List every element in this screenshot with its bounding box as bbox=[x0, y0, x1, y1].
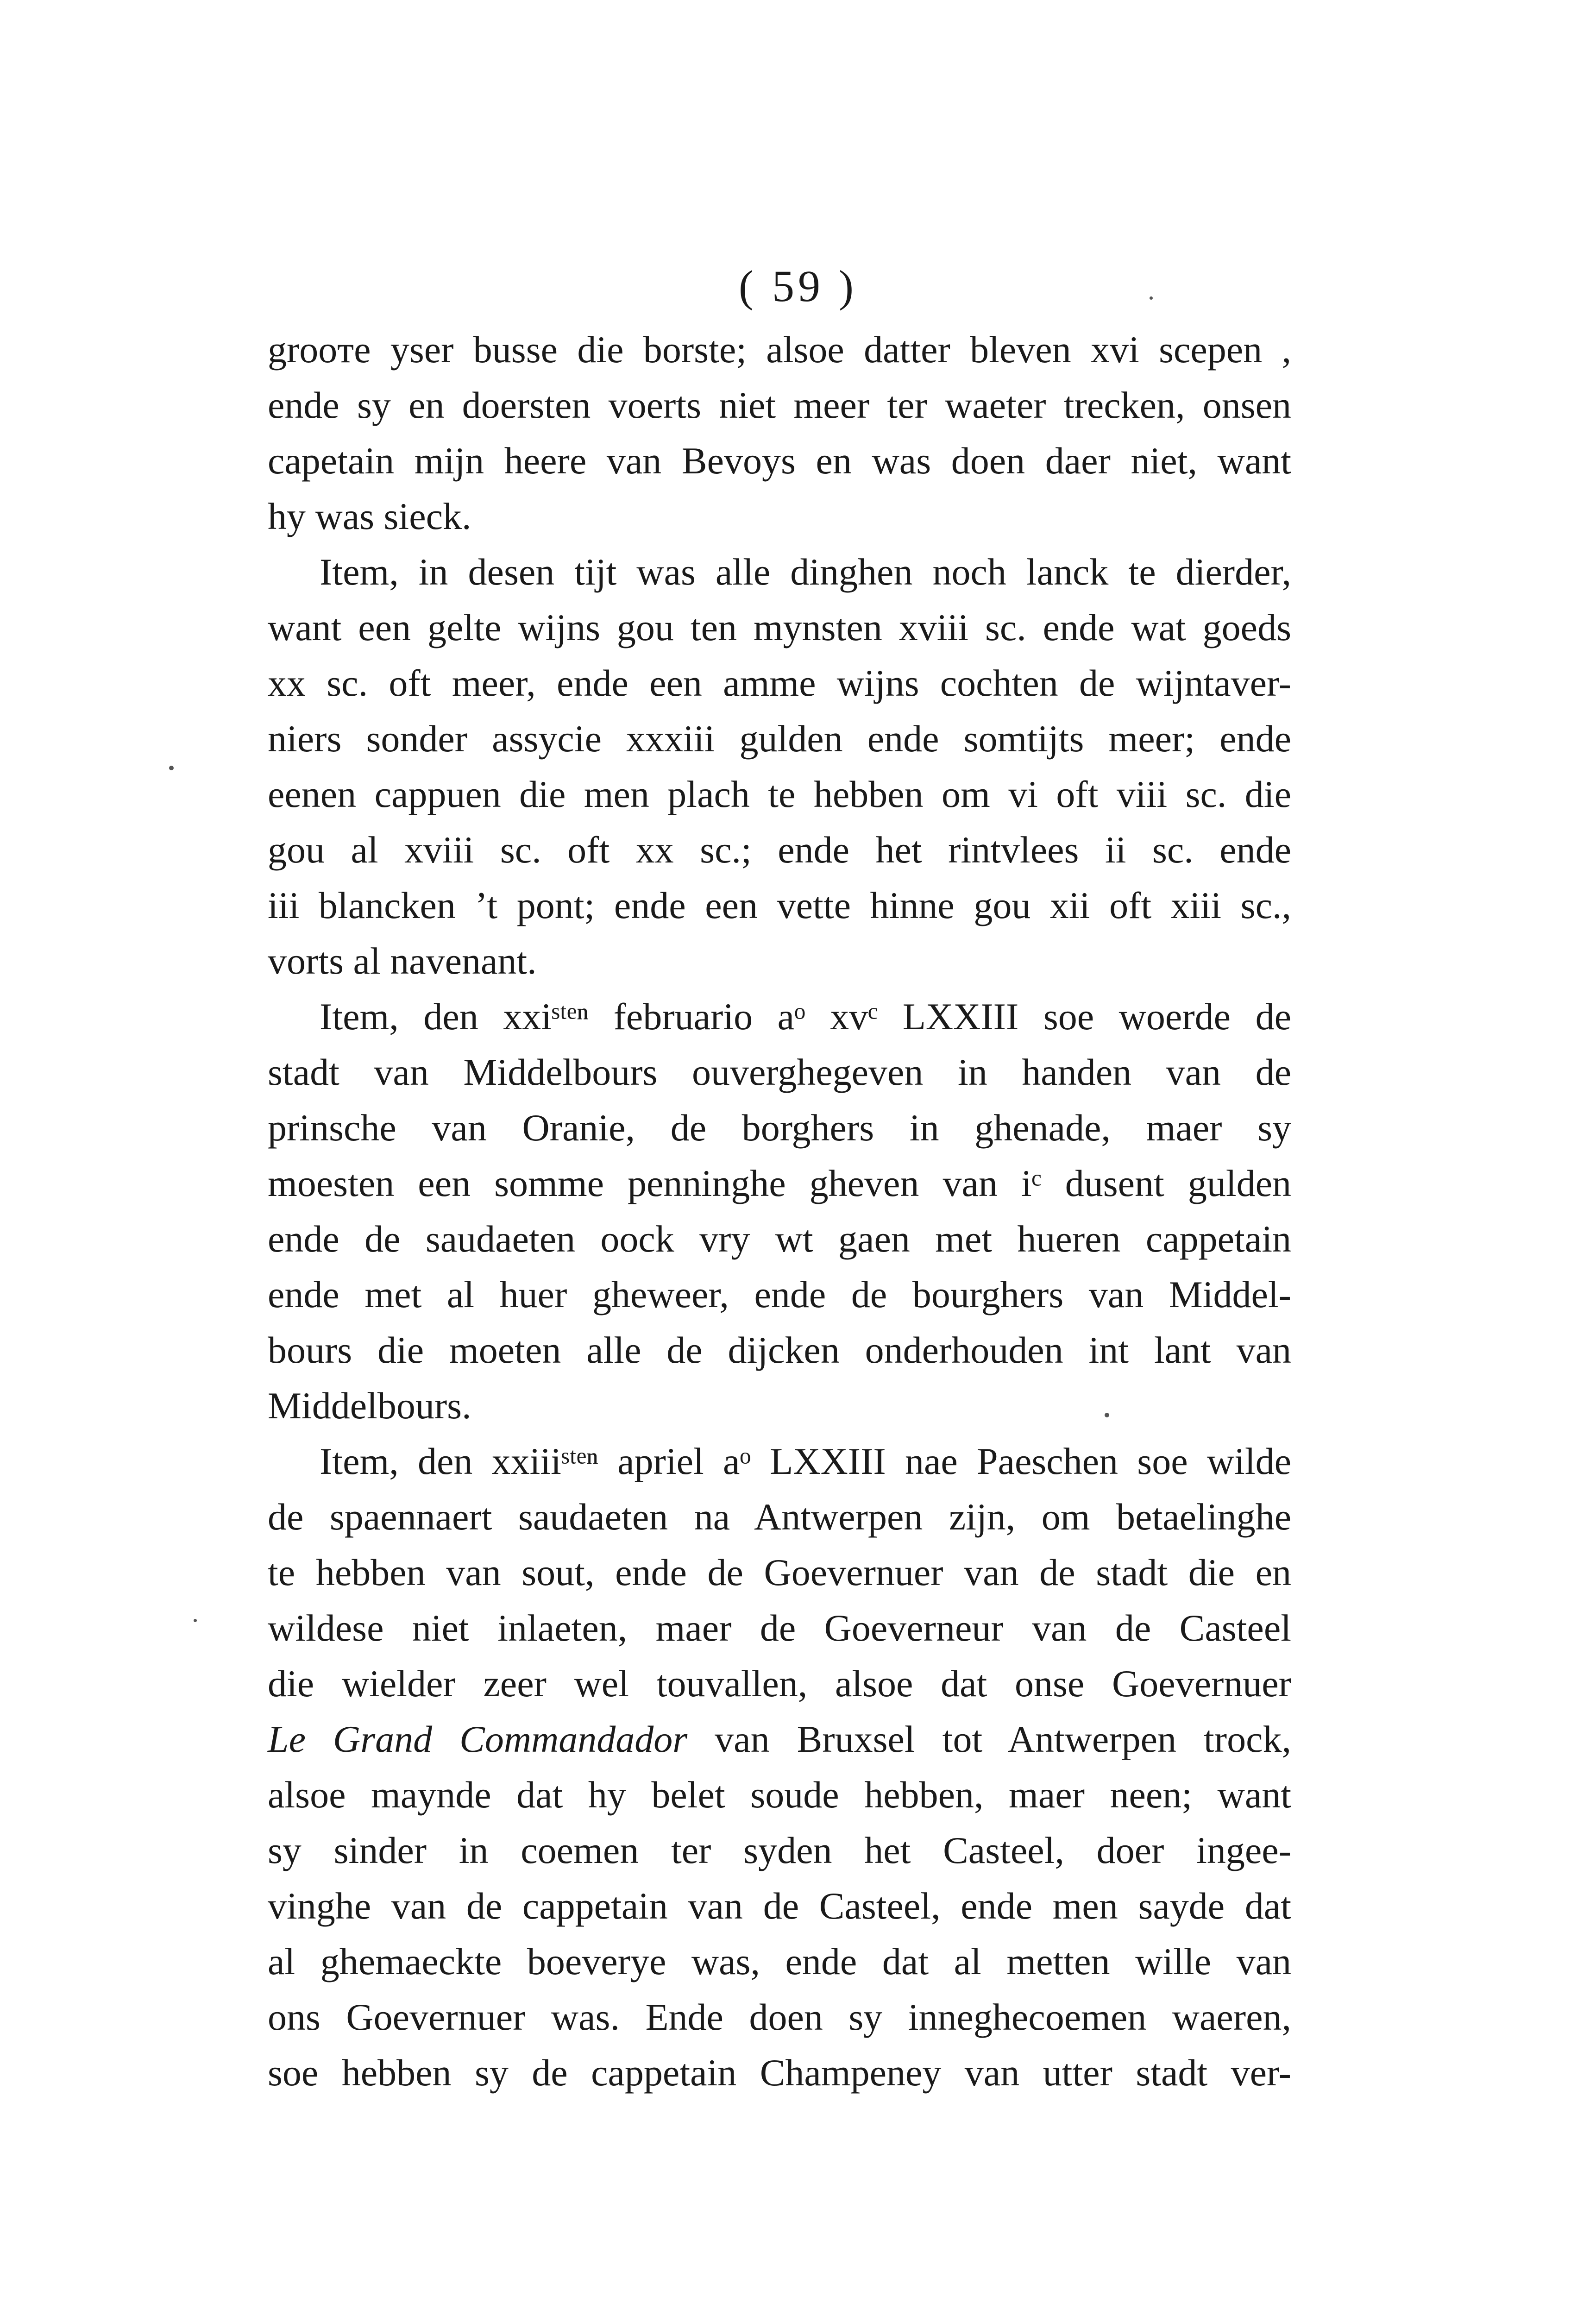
text-line: want een gelte wijns gou ten mynsten xviii sc. ende wat goeds bbox=[268, 606, 1291, 648]
text-line-with-italic bbox=[268, 1712, 1291, 1767]
italic-phrase: Le Grand Commandador bbox=[268, 1718, 688, 1760]
text-line: Middelbours. bbox=[268, 1385, 471, 1427]
text-line: alsoe maynde dat hy belet soude hebben, maer neen; want bbox=[268, 1774, 1291, 1816]
text-line: ende de saudaeten oock vry wt gaen met hueren cappetain bbox=[268, 1218, 1291, 1260]
text-line: soe hebben sy de cappetain Champeney van utter stadt ver- bbox=[268, 2052, 1291, 2094]
text-line: grooте yser busse die borste; alsoe datter bleven xvi scepen , bbox=[268, 328, 1291, 371]
text-line: de spaennaert saudaeten na Antwerpen zijn, om betaelinghe bbox=[268, 1496, 1291, 1538]
text-line: Item, den xxiˢᵗᵉⁿ februario aᵒ xvᶜ LXXIII soe woerde de bbox=[320, 995, 1291, 1038]
text-line: ons Goevernuer was. Ende doen sy inneghecoemen waeren, bbox=[268, 1996, 1291, 2038]
paper-speck bbox=[1150, 296, 1153, 300]
text-line: stadt van Middelbours ouverghegeven in handen van de bbox=[268, 1051, 1291, 1093]
text-line: capetain mijn heere van Bevoys en was doen daer niet, want bbox=[268, 440, 1291, 482]
text-line: te hebben van sout, ende de Goevernuer van de stadt die en bbox=[268, 1551, 1291, 1593]
paper-speck bbox=[1105, 1413, 1109, 1417]
text-line-rest: van Bruxsel tot Antwerpen trock, bbox=[715, 1718, 1291, 1760]
text-line: gou al xviii sc. oft xx sc.; ende het rintvlees ii sc. ende bbox=[268, 829, 1291, 871]
text-line: moesten een somme penninghe gheven van iᶜ dusent gulden bbox=[268, 1162, 1291, 1204]
text-line: hy was sieck. bbox=[268, 495, 471, 537]
text-line: vorts al navenant. bbox=[268, 940, 537, 982]
text-line: ende met al huer gheweer, ende de bourghers van Middel- bbox=[268, 1273, 1291, 1315]
text-line: sy sinder in coemen ter syden het Casteel, doer ingee- bbox=[268, 1829, 1291, 1871]
text-line: ende sy en doersten voerts niet meer ter waeter trecken, onsen bbox=[268, 384, 1291, 426]
paper-speck bbox=[169, 766, 174, 770]
page-number: ( 59 ) bbox=[739, 261, 857, 311]
text-line: niers sonder assycie xxxiii gulden ende somtijts meer; ende bbox=[268, 717, 1291, 760]
text-line: eenen cappuen die men plach te hebben om vi oft viii sc. die bbox=[268, 773, 1291, 815]
text-line: Item, in desen tijt was alle dinghen noch lanck te dierder, bbox=[320, 551, 1291, 593]
text-line: xx sc. oft meer, ende een amme wijns cochten de wijntaver- bbox=[268, 662, 1291, 704]
text-line: al ghemaeckte boeverye was, ende dat al metten wille van bbox=[268, 1940, 1291, 1982]
text-line: bours die moeten alle de dijcken onderhouden int lant van bbox=[268, 1329, 1291, 1371]
text-line: iii blancken ’t pont; ende een vette hinne gou xii oft xiii sc., bbox=[268, 884, 1291, 926]
text-line: prinsche van Oranie, de borghers in ghenade, maer sy bbox=[268, 1107, 1291, 1149]
text-line: wildese niet inlaeten, maer de Goeverneur van de Casteel bbox=[268, 1607, 1291, 1649]
paper-speck bbox=[194, 1619, 197, 1622]
text-line: Item, den xxiiiˢᵗᵉⁿ apriel aᵒ LXXIII nae Paeschen soe wilde bbox=[320, 1440, 1291, 1482]
text-line: die wielder zeer wel touvallen, alsoe dat onse Goevernuer bbox=[268, 1662, 1291, 1705]
body-text bbox=[268, 322, 1291, 2101]
text-line: vinghe van de cappetain van de Casteel, ende men sayde dat bbox=[268, 1885, 1291, 1927]
